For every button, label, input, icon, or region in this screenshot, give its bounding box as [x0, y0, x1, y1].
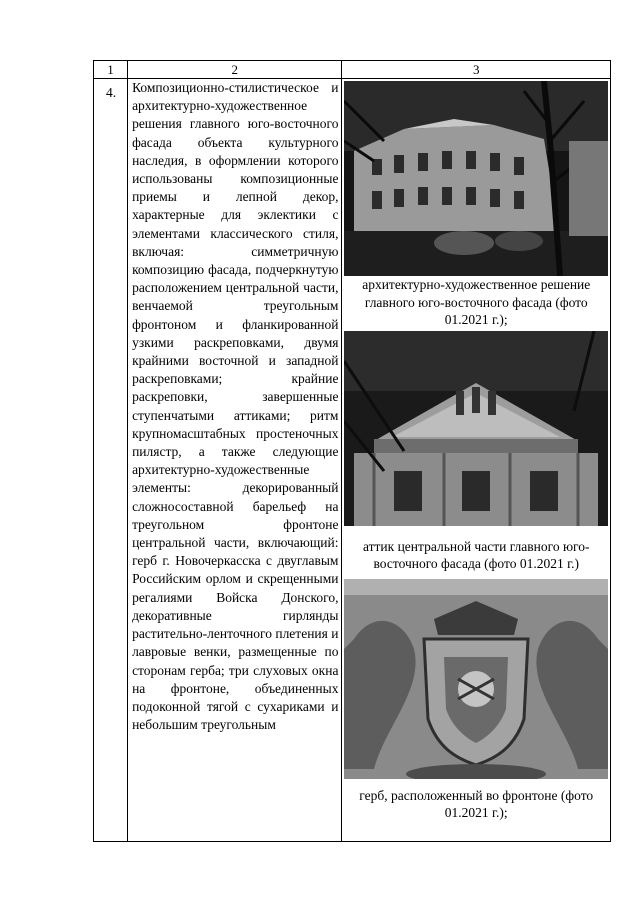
monument-table	[93, 60, 611, 842]
attic-photo-caption: аттик центральной части главного юго-восточного фасада (фото 01.2021 г.)	[362, 538, 590, 571]
description-text: Композиционно-стилистическое и архитектурно-художественное решения главного юго-восточного фасада объекта культурного наследия, в оформлении которого использованы композиционные приемы и лепной декор, характерные для эклектики с элементами классического стиля, включая: симметричную композицию фасада, подчеркнутую расположением центральной части, венчаемой треугольным фронтоном и фланкированной узкими раскреповками, двумя крайними восточной и западной раскреповками; крайние раскреповки, завершенные ступенчатыми аттиками; ритм крупномасштабных простеночных пилястр, а также следующие архитектурно-художественные элементы: декорированный сложносоставной барельеф на треугольном фронтоне центральной части, включающий: герб г. Новочеркасска с двуглавым Российским орлом и скрещенными регалиями Войска Донского, декоративные гирлянды растительно-ленточного плетения и лавровые венки, размещенные по сторонам герба; три слуховых окна на фронтоне, объединенных подоконной тягой с сухариками и небольшим треугольным	[132, 80, 339, 733]
header-col-3: 3	[342, 61, 611, 79]
header-col-2: 2	[128, 61, 342, 79]
attic-photo	[344, 331, 608, 526]
table-row	[94, 79, 611, 842]
row-description	[128, 79, 342, 842]
facade-photo	[344, 81, 608, 276]
row-number: 4.	[94, 79, 128, 842]
coat-of-arms-photo-caption: герб, расположенный во фронтоне (фото 01.2021 г.);	[359, 787, 594, 820]
header-col-1: 1	[94, 61, 128, 79]
facade-photo-caption: архитектурно-художественное решение главного юго-восточного фасада (фото 01.2021 г.);	[362, 277, 591, 327]
photo-cell	[342, 79, 611, 842]
table-header-row	[94, 61, 611, 79]
coat-of-arms-photo	[344, 579, 608, 779]
